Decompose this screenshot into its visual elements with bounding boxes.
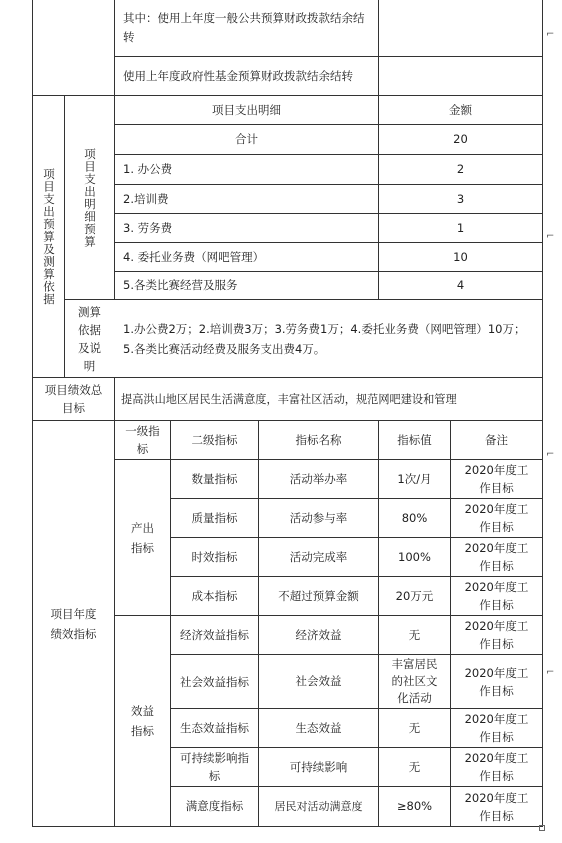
indicator-header-note: 备注: [485, 432, 508, 447]
indicator-level2: 质量指标: [191, 510, 238, 525]
indicator-value: 无: [408, 759, 421, 774]
indicator-name: 社会效益: [295, 674, 342, 688]
funding-row-general: 其中：使用上年度一般公共预算财政拨款结余结转: [123, 11, 365, 44]
indicator-header-level1: 一级指标: [125, 424, 160, 456]
budget-header-amount: 金额: [449, 102, 472, 117]
indicator-note: 2020年度工作目标: [464, 580, 529, 612]
indicator-note: 2020年度工作目标: [464, 751, 529, 783]
indicator-value: ≥80%: [396, 799, 433, 813]
indicator-value: 100%: [398, 549, 431, 564]
basis-label: 测算依据及说明: [78, 304, 101, 373]
row-end-mark: ⌐: [546, 231, 555, 242]
indicator-name: 活动举办率: [289, 471, 348, 486]
table-resize-handle[interactable]: [539, 825, 545, 831]
indicator-level2: 满意度指标: [185, 799, 244, 813]
indicator-note: 2020年度工作目标: [464, 712, 529, 744]
indicator-note: 2020年度工作目标: [464, 665, 529, 698]
indicator-value: 无: [408, 627, 421, 642]
indicator-name: 活动完成率: [289, 549, 348, 564]
budget-row-amount: 20: [453, 132, 468, 146]
budget-row-item: 1. 办公费: [123, 162, 173, 176]
indicator-name: 经济效益: [295, 627, 342, 642]
indicator-level2: 成本指标: [191, 588, 238, 603]
goal-label: 项目绩效总目标: [44, 383, 103, 415]
indicator-value: 丰富居民的社区文化活动: [391, 657, 438, 705]
indicator-level2: 生态效益指标: [180, 721, 249, 735]
budget-row-item: 合计: [235, 132, 258, 146]
indicator-name: 居民对活动满意度: [274, 800, 363, 813]
indicator-value: 20万元: [395, 588, 434, 603]
indicator-name: 可持续影响: [289, 759, 348, 774]
indicator-level2: 数量指标: [191, 471, 238, 486]
indicator-note: 2020年度工作目标: [464, 790, 529, 823]
indicator-level2: 可持续影响指标: [180, 751, 249, 783]
indicator-level2: 经济效益指标: [180, 628, 249, 642]
row-end-mark: ⌐: [546, 449, 555, 460]
benefit-indicator-label: 效益指标: [131, 704, 154, 738]
budget-row-amount: 2: [456, 162, 465, 176]
budget-row-item: 5.各类比赛经营及服务: [123, 278, 238, 292]
budget-row-amount: 1: [456, 220, 465, 235]
row-end-mark: ⌐: [546, 29, 555, 40]
budget-row-item: 3. 劳务费: [123, 220, 173, 235]
indicator-name: 不超过预算金额: [278, 588, 359, 603]
row-end-mark: ⌐: [546, 667, 555, 678]
indicator-value: 无: [408, 720, 421, 735]
budget-row-amount: 10: [453, 249, 468, 264]
indicator-header-name: 指标名称: [295, 432, 342, 447]
indicator-note: 2020年度工作目标: [464, 619, 529, 651]
output-indicator-label: 产出指标: [131, 520, 154, 555]
indicator-note: 2020年度工作目标: [464, 502, 529, 534]
indicator-level2: 时效指标: [191, 549, 238, 564]
indicator-level2: 社会效益指标: [180, 674, 249, 689]
indicator-name: 活动参与率: [289, 510, 348, 525]
budget-row-item: 2.培训费: [123, 191, 169, 206]
indicator-note: 2020年度工作目标: [464, 463, 529, 495]
goal-text: 提高洪山地区居民生活满意度，丰富社区活动，规范网吧建设和管理: [121, 392, 457, 406]
budget-row-amount: 3: [456, 191, 465, 206]
indicator-header-value: 指标值: [397, 432, 432, 447]
basis-text: 1.办公费2万；2.培训费3万；3.劳务费1万；4.委托业务费（网吧管理）10万；5.各类比赛活动经费及服务支出费4万。: [123, 321, 526, 356]
budget-header-item: 项目支出明细: [212, 102, 281, 117]
funding-row-fund: 使用上年度政府性基金预算财政拨款结余结转: [123, 68, 353, 83]
indicator-name: 生态效益: [295, 720, 342, 735]
indicator-section-label: 项目年度绩效指标: [50, 606, 97, 641]
budget-detail-label: 项目支出明细预算: [83, 147, 97, 248]
indicator-note: 2020年度工作目标: [464, 541, 529, 573]
budget-row-amount: 4: [456, 278, 465, 292]
indicator-value: 1次/月: [397, 471, 432, 486]
indicator-value: 80%: [401, 510, 428, 525]
indicator-header-level2: 二级指标: [191, 432, 238, 447]
budget-section-label: 项目支出预算及测算依据: [42, 167, 56, 306]
budget-row-item: 4. 委托业务费（网吧管理）: [123, 249, 265, 264]
